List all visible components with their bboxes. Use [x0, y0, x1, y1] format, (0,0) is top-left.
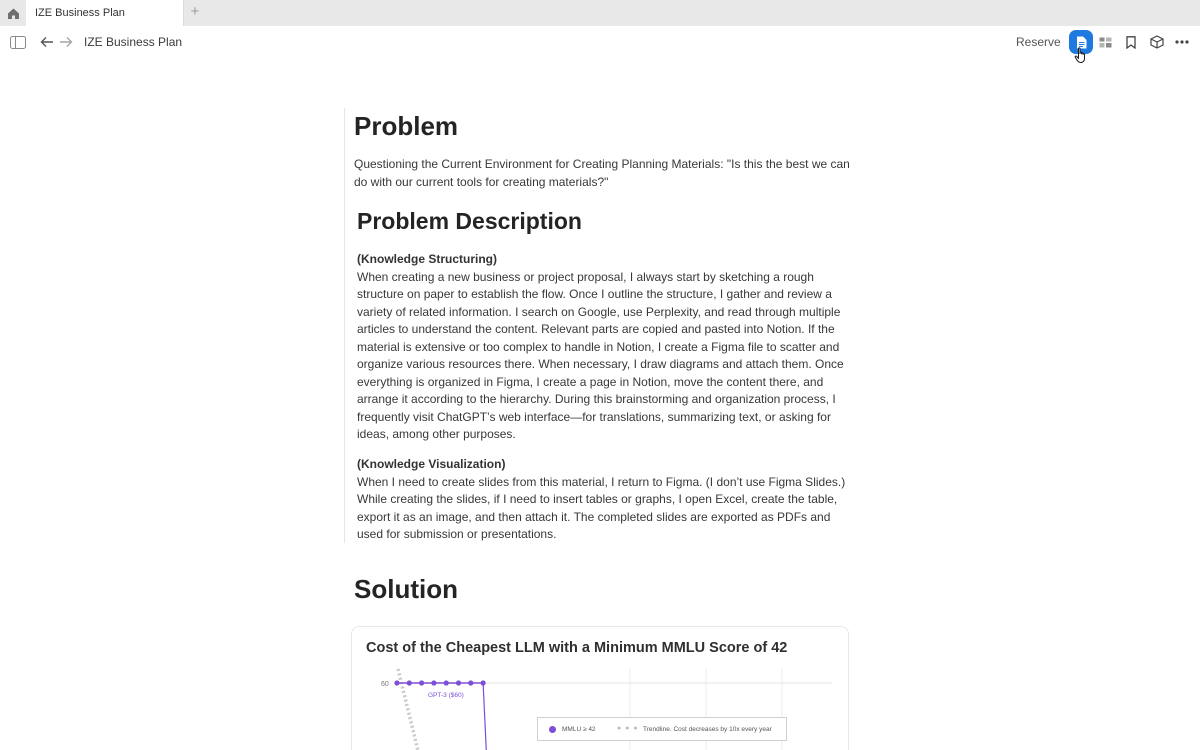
chart-point-6 [468, 680, 473, 685]
knowledge-visualization-title: (Knowledge Visualization) [357, 457, 506, 471]
knowledge-structuring-title: (Knowledge Structuring) [357, 252, 497, 266]
tab-title: IZE Business Plan [35, 7, 125, 19]
chart-point-4 [444, 680, 449, 685]
legend-trendline-marker: ● ● ● [617, 725, 639, 732]
hand-cursor-icon [1074, 47, 1088, 64]
chart-point-2 [419, 680, 424, 685]
chart-annotation: GPT-3 ($60) [428, 692, 464, 699]
chart-point-1 [407, 680, 412, 685]
problem-intro: Questioning the Current Environment for Creating Planning Materials: "Is this the best we can do with our current tools for creating materials?" [354, 157, 850, 189]
grid-view-icon [1099, 37, 1112, 48]
more-button[interactable] [1172, 32, 1192, 52]
sidebar-toggle-icon [10, 36, 26, 49]
bookmark-button[interactable] [1121, 32, 1141, 52]
chart-legend [537, 717, 787, 741]
legend-mmlu-marker [549, 726, 556, 733]
document-title: IZE Business Plan [84, 35, 183, 49]
chart-title: Cost of the Cheapest LLM with a Minimum MMLU Score of 42 [366, 640, 788, 656]
solution-heading: Solution [354, 574, 458, 604]
chart-point-3 [431, 680, 436, 685]
sidebar-toggle-button[interactable] [8, 32, 28, 52]
forward-button[interactable] [56, 32, 76, 52]
reserve-button[interactable]: Reserve [1016, 35, 1061, 49]
grid-view-button[interactable] [1095, 32, 1115, 52]
tab-ize-business-plan[interactable] [26, 0, 184, 26]
problem-description-heading: Problem Description [357, 208, 582, 234]
chart-point-5 [456, 680, 461, 685]
cube-icon [1150, 35, 1164, 49]
chart-point-7 [481, 680, 486, 685]
knowledge-visualization-body: When I need to create slides from this material, I return to Figma. (I don’t use Figma Slides.) While creating the slides, if I need to insert tables or graphs, I open Excel, create the table, export it as an image, and then attach it. The completed slides are exported as PDFs and used for submission or presentations. [357, 474, 846, 541]
back-button[interactable] [37, 32, 57, 52]
knowledge-visualization-block [357, 456, 847, 544]
forward-arrow-icon [59, 36, 73, 48]
chart-series-drop [483, 683, 487, 750]
more-icon [1175, 40, 1189, 44]
knowledge-structuring-body: When creating a new business or project proposal, I always start by sketching a rough structure on paper to establish the flow. Once I outline the structure, I gather and review a variety of related information. I search on Google, use Perplexity, and read through multiple articles to understand the content. Relevant parts are copied and pasted into Notion. If the material is extensive or too complex to handle in Notion, I create a Figma file to scatter and organize various resources there. When necessary, I draw diagrams and attach them. Once everything is organized in Figma, I create a page in Notion, move the content there, and arrange it according to the hierarchy. During this brainstorming and organization process, I frequently visit ChatGPT’s web interface—for translations, summarizing text, or asking for ideas, among other purposes. [357, 269, 844, 441]
new-tab-button[interactable]: + [190, 3, 200, 20]
chart-point-0 [394, 680, 399, 685]
tab-bar [0, 0, 1200, 26]
chart-ytick-label: 60 [381, 681, 389, 688]
back-arrow-icon [40, 36, 54, 48]
home-icon [7, 7, 20, 20]
llm-cost-chart [351, 626, 849, 750]
legend-trendline-label: Trendline. Cost decreases by 10x every year [643, 726, 772, 733]
cube-button[interactable] [1147, 32, 1167, 52]
toolbar [0, 26, 1200, 58]
problem-heading: Problem [354, 111, 459, 141]
bookmark-icon [1126, 36, 1136, 49]
legend-mmlu-label: MMLU ≥ 42 [562, 726, 596, 733]
home-button[interactable] [0, 0, 26, 26]
knowledge-structuring-block [357, 251, 847, 444]
toggle-block-line [344, 108, 345, 543]
